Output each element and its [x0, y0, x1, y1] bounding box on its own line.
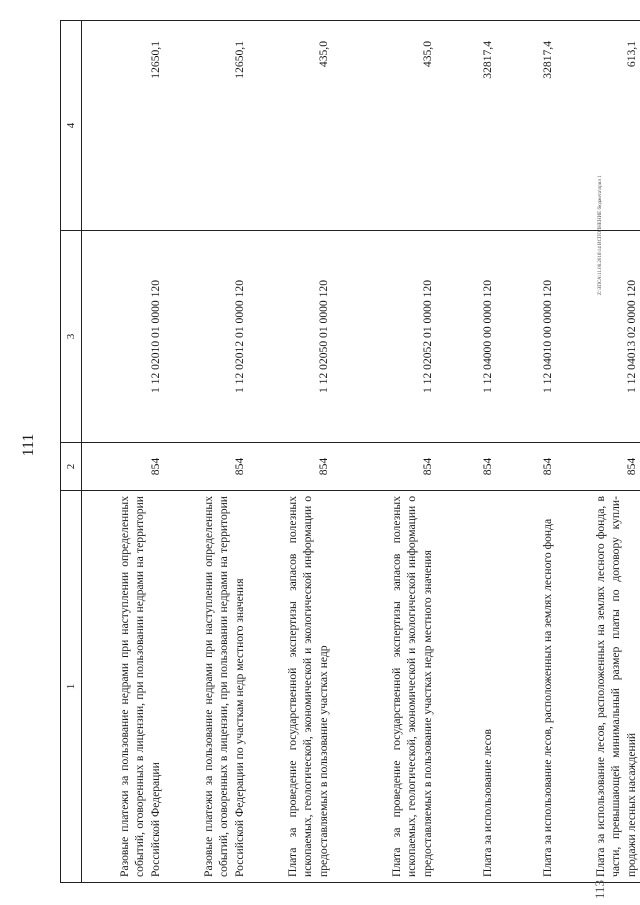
row-admin-code: 854 — [166, 443, 250, 491]
footer-file-path: Z:\ЗПСА\11.06.2016\14 ИСПОЛНЕНИЕ бюджета\прил 1 — [598, 175, 603, 295]
corner-page-number: 113 — [592, 879, 607, 899]
table-header-row — [61, 21, 82, 883]
column-header-3: 3 — [61, 231, 82, 443]
row-name: Разовые платежи за пользование недрами при наступлении определенных событий, оговоренных в лицензии, при пользовании недрами на территории Российской Федерации — [82, 491, 167, 883]
revenue-table — [60, 20, 640, 883]
column-header-2: 2 — [61, 443, 82, 491]
row-name: Плата за использование лесов, расположенных на землях лесного фонда, в части, превышающей минимальный размер платы по договору купли-продажи лесных насаждений — [558, 491, 640, 883]
row-classification-code: 1 12 02012 01 0000 120 — [166, 231, 250, 443]
row-admin-code: 854 — [82, 443, 167, 491]
row-value: 32817,4 — [438, 21, 498, 231]
row-value: 435,0 — [334, 21, 438, 231]
row-admin-code: 854 — [334, 443, 438, 491]
column-header-4: 4 — [61, 21, 82, 231]
page-number: 111 — [20, 433, 37, 457]
row-value: 32817,4 — [498, 21, 558, 231]
row-name: Плата за проведение государственной экспертизы запасов полезных ископаемых, геологической, экономической и экологической информации о предоставляемых в пользование участках недр — [250, 491, 334, 883]
row-classification-code: 1 12 02010 01 0000 120 — [82, 231, 167, 443]
row-classification-code: 1 12 02052 01 0000 120 — [334, 231, 438, 443]
row-value: 12650,1 — [82, 21, 167, 231]
row-classification-code: 1 12 02050 01 0000 120 — [250, 231, 334, 443]
column-header-1: 1 — [61, 491, 82, 883]
row-admin-code: 854 — [498, 443, 558, 491]
table-row — [334, 21, 438, 883]
row-admin-code: 854 — [250, 443, 334, 491]
row-value: 435,0 — [250, 21, 334, 231]
row-admin-code: 854 — [438, 443, 498, 491]
row-value: 613,1 — [558, 21, 640, 231]
row-name: Плата за проведение государственной экспертизы запасов полезных ископаемых, геологической, экономической и экологической информации о предоставляемых в пользование участках недр местного значения — [334, 491, 438, 883]
row-name: Разовые платежи за пользование недрами при наступлении определенных событий, оговоренных в лицензии, при пользовании недрами на территории Российской Федерации по участкам недр местного значения — [166, 491, 250, 883]
row-name: Плата за использование лесов — [438, 491, 498, 883]
table-row — [438, 21, 498, 883]
table-row — [166, 21, 250, 883]
row-classification-code: 1 12 04010 00 0000 120 — [498, 231, 558, 443]
row-value: 12650,1 — [166, 21, 250, 231]
table-row — [250, 21, 334, 883]
row-classification-code: 1 12 04013 02 0000 120 — [558, 231, 640, 443]
row-admin-code: 854 — [558, 443, 640, 491]
table-row — [498, 21, 558, 883]
table-row — [82, 21, 167, 883]
row-name: Плата за использование лесов, расположенных на землях лесного фонда — [498, 491, 558, 883]
row-classification-code: 1 12 04000 00 0000 120 — [438, 231, 498, 443]
